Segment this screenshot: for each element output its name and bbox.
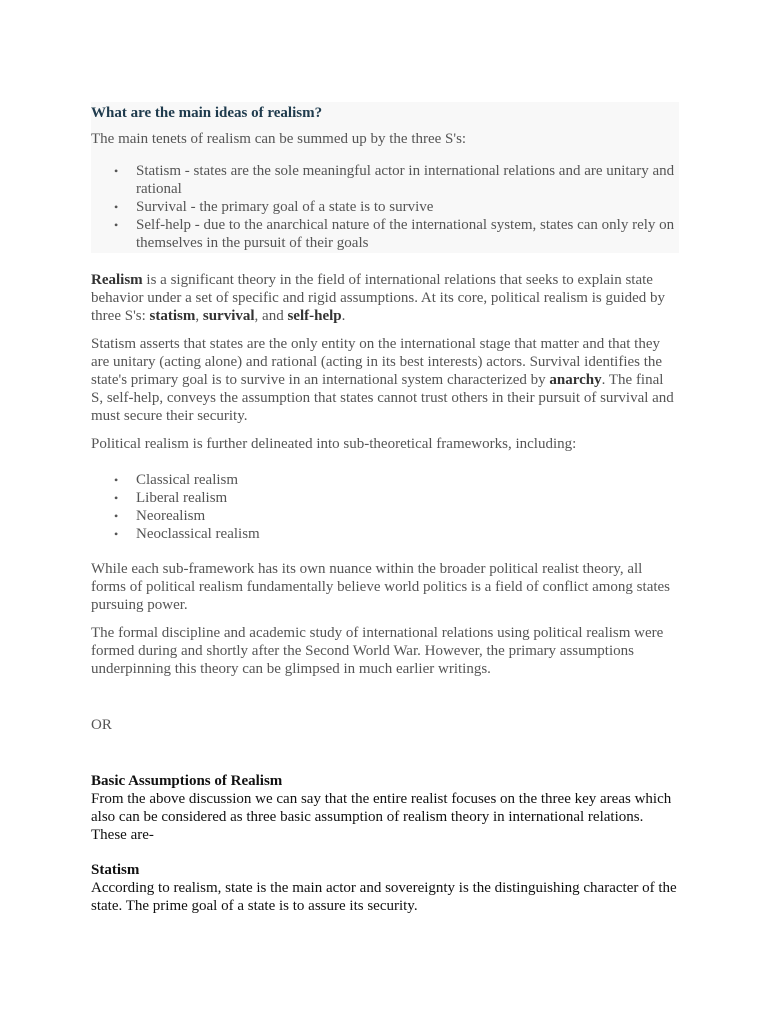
question-heading: What are the main ideas of realism?	[91, 105, 323, 121]
while-paragraph: While each sub-framework has its own nuance within the broader political realist theory, all forms of political realism fundamentally believe world politics is a field of conflict among states pursuing power.	[91, 561, 671, 613]
realism-paragraph: Realism is a significant theory in the field of international relations that seeks to explain state behavior under a set of specific and rigid assumptions. At its core, political realism is guided by three S's: statism, survival, and self-help.	[91, 272, 666, 324]
statism-text: According to realism, state is the main actor and sovereignty is the distinguishing character of the state. The prime goal of a state is to assure its security.	[91, 880, 677, 914]
featured-answer-box	[91, 102, 679, 253]
list-item: • Statism - states are the sole meaningful actor in international relations and are unitary and rational	[136, 162, 679, 198]
basic-assumptions-text: From the above discussion we can say that the entire realist focuses on the three key areas which also can be considered as three basic assumption of realism theory in international relations. These are-	[91, 791, 672, 843]
anarchy-term: anarchy	[549, 372, 602, 388]
or-separator: OR	[91, 717, 112, 733]
document-content	[91, 102, 679, 915]
list-item: • Self-help - due to the anarchical nature of the international system, states can only rely on themselves in the pursuit of their goals	[136, 216, 679, 252]
list-item: • Neoclassical realism	[136, 525, 679, 543]
tenets-intro: The main tenets of realism can be summed up by the three S's:	[91, 131, 467, 147]
frameworks-list	[91, 471, 679, 543]
list-item: • Survival - the primary goal of a state is to survive	[136, 198, 679, 216]
realism-term: Realism	[91, 272, 143, 288]
basic-assumptions-section	[91, 772, 679, 844]
list-item: • Classical realism	[136, 471, 679, 489]
frameworks-intro: Political realism is further delineated into sub-theoretical frameworks, including:	[91, 436, 577, 452]
statism-heading: Statism	[91, 862, 140, 878]
statism-section	[91, 861, 679, 915]
list-item: • Neorealism	[136, 507, 679, 525]
list-item: • Liberal realism	[136, 489, 679, 507]
basic-assumptions-heading: Basic Assumptions of Realism	[91, 773, 283, 789]
statism-paragraph: Statism asserts that states are the only entity on the international stage that matter and that they are unitary (acting alone) and rational (acting in its best interests) actors. Survival identifies the state's primary goal is to survive in an international system characterized by anarchy. The final S, self-help, conveys the assumption that states cannot trust others in their pursuit of survival and must secure their security.	[91, 336, 674, 424]
tenets-list	[91, 162, 679, 252]
formal-paragraph: The formal discipline and academic study of international relations using political realism were formed during and shortly after the Second World War. However, the primary assumptions underpinning this theory can be glimpsed in much earlier writings.	[91, 625, 664, 677]
